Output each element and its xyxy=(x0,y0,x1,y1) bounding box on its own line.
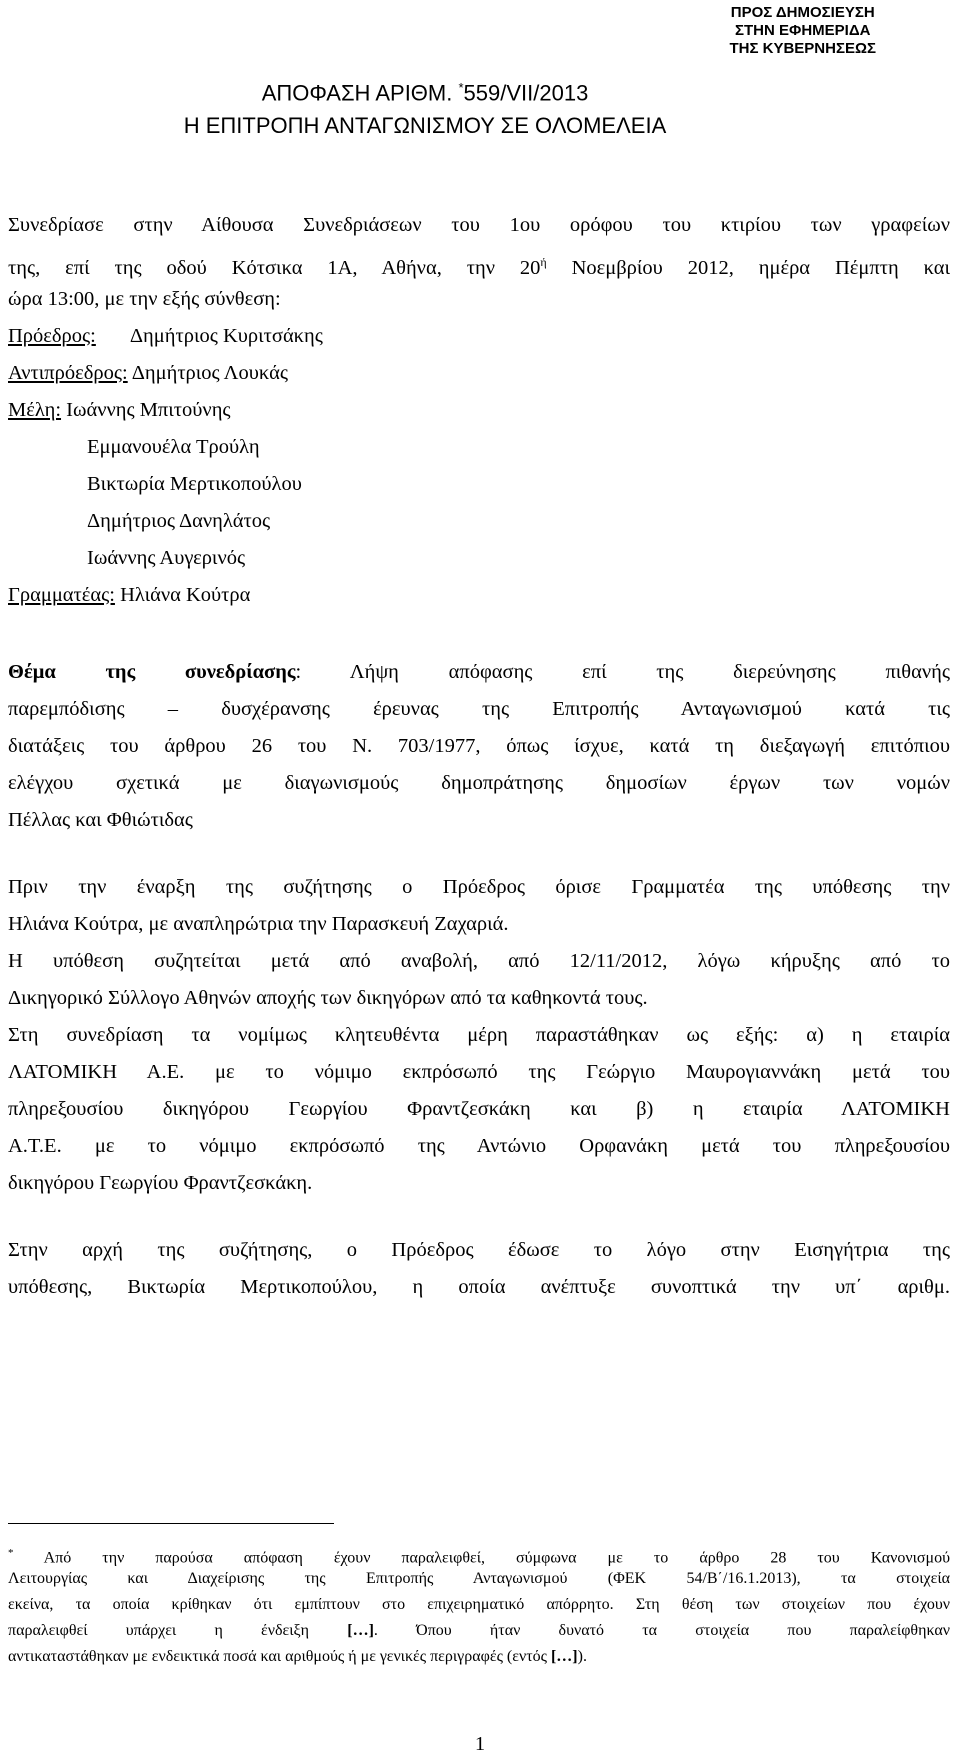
vice-label: Αντιπρόεδρος: xyxy=(8,362,128,384)
publication-stamp xyxy=(729,4,876,58)
intro-text: της, επί της οδού Κότσικα 1Α, Αθήνα, την 20 xyxy=(8,256,541,279)
subject-line: ελέγχου σχετικά με διαγωνισμούς δημοπράτησης δημοσίων έργων των νομών xyxy=(8,772,950,794)
footnote-line xyxy=(8,1644,950,1670)
vice-president-row xyxy=(8,355,288,392)
session-intro-line: Συνεδρίασε στην Αίθουσα Συνεδριάσεων του 1ου ορόφου του κτιρίου των γραφείων xyxy=(8,214,950,236)
president-label: Πρόεδρος: xyxy=(8,325,96,347)
vice-name: Δημήτριος Λουκάς xyxy=(131,362,288,384)
decision-number-value: 559/VII/2013 xyxy=(463,80,589,106)
member-name: Βικτωρία Μερτικοπούλου xyxy=(87,473,302,495)
footnote-separator xyxy=(8,1523,334,1524)
paragraph-line: Α.Τ.Ε. με το νόμιμο εκπρόσωπό της Αντώνιο Ορφανάκη μετά του πληρεξουσίου xyxy=(8,1135,950,1157)
subject-line xyxy=(8,654,950,691)
footnote-text: αντικαταστάθηκαν με ενδεικτικά ποσά και αριθμούς ή με γενικές περιγραφές (εντός xyxy=(8,1648,551,1665)
member-name: Εμμανουέλα Τρούλη xyxy=(87,436,260,458)
member-name: Ιωάννης Μπιτούνης xyxy=(66,399,231,421)
session-intro-line: ώρα 13:00, με την εξής σύνθεση: xyxy=(8,288,281,310)
subject-label: Θέμα της συνεδρίασης xyxy=(8,661,296,683)
paragraph-line: Στην αρχή της συζήτησης, ο Πρόεδρος έδωσε το λόγο στην Εισηγήτρια της xyxy=(8,1239,950,1261)
omission-marker: […] xyxy=(550,1648,578,1665)
member-name: Δημήτριος Δανηλάτος xyxy=(87,510,271,532)
subject-line: Πέλλας και Φθιώτιδας xyxy=(8,809,193,831)
subject-text: : Λήψη απόφασης επί της διερεύνησης πιθανής xyxy=(295,661,950,683)
secretary-name: Ηλιάνα Κούτρα xyxy=(120,584,251,606)
decision-number xyxy=(0,80,905,106)
secretary-row xyxy=(8,577,250,614)
footnote-mark: * xyxy=(8,1547,14,1559)
footnote-text: ). xyxy=(577,1648,587,1665)
footnote-text: . Όπου ήταν δυνατό τα στοιχεία που παραλείφθηκαν xyxy=(373,1622,950,1639)
paragraph-line: Στη συνεδρίαση τα νομίμως κλητευθέντα μέρη παραστάθηκαν ως εξής: α) η εταιρία xyxy=(8,1024,950,1046)
intro-text: Νοεμβρίου 2012, ημέρα Πέμπτη και xyxy=(546,256,950,279)
committee-title: Η ΕΠΙΤΡΟΠΗ ΑΝΤΑΓΩΝΙΣΜΟΥ ΣΕ ΟΛΟΜΕΛΕΙΑ xyxy=(183,113,667,138)
paragraph-line: Δικηγορικό Σύλλογο Αθηνών αποχής των δικηγόρων από τα καθηκοντά τους. xyxy=(8,987,648,1009)
president-name: Δημήτριος Κυριτσάκης xyxy=(129,325,323,347)
paragraph-line: υπόθεσης, Βικτωρία Μερτικοπούλου, η οποία ανέπτυξε συνοπτικά την υπ΄ αριθμ. xyxy=(8,1276,950,1298)
president-row xyxy=(8,318,323,355)
subject-line: παρεμπόδισης – δυσχέρανσης έρευνας της Επιτροπής Ανταγωνισμού κατά τις xyxy=(8,698,950,720)
paragraph-line: Η υπόθεση συζητείται μετά από αναβολή, από 12/11/2012, λόγω κήρυξης από το xyxy=(8,950,950,972)
footnote-text: παραλειφθεί υπάρχει η ένδειξη xyxy=(8,1622,348,1639)
members-label: Μέλη: xyxy=(8,399,62,421)
secretary-label: Γραμματέας: xyxy=(8,584,115,606)
omission-marker: […] xyxy=(347,1622,374,1639)
footnote-line: Λειτουργίας και Διαχείρισης της Επιτροπής Ανταγωνισμού (ΦΕΚ 54/Β΄/16.1.2013), τα στοιχεία xyxy=(8,1570,950,1587)
paragraph-line: ΛΑΤΟΜΙΚΗ Α.Ε. με το νόμιμο εκπρόσωπό της Γεώργιο Μαυρογιαννάκη μετά του xyxy=(8,1061,950,1083)
subject-line: διατάξεις του άρθρου 26 του Ν. 703/1977, όπως ίσχυε, κατά τη διεξαγωγή επιτόπιου xyxy=(8,735,950,757)
members-row xyxy=(8,392,231,429)
footnote-line xyxy=(8,1618,950,1644)
footnote-mark: * xyxy=(458,80,464,95)
member-name: Ιωάννης Αυγερινός xyxy=(87,547,246,569)
decision-prefix: ΑΠΟΦΑΣΗ ΑΡΙΘΜ. xyxy=(261,80,459,106)
footnote-line: εκείνα, τα οποία κρίθηκαν ότι εμπίπτουν στο επιχειρηματικό απόρρητο. Στη θέση των στοιχείων που έχουν xyxy=(8,1596,950,1613)
paragraph-line: Ηλιάνα Κούτρα, με αναπληρώτρια την Παρασκευή Ζαχαριά. xyxy=(8,913,509,935)
footnote-text: Από την παρούσα απόφαση έχουν παραλειφθεί, σύμφωνα με το άρθρο 28 του Κανονισμού xyxy=(13,1549,950,1567)
intro-sup: ή xyxy=(540,255,547,269)
page-number: 1 xyxy=(474,1733,486,1755)
stamp-line: ΠΡΟΣ ΔΗΜΟΣΙΕΥΣΗ xyxy=(730,4,875,21)
paragraph-line: πληρεξουσίου δικηγόρου Γεωργίου Φραντζεσκάκη και β) η εταιρία ΛΑΤΟΜΙΚΗ xyxy=(8,1098,950,1120)
paragraph-line: δικηγόρου Γεωργίου Φραντζεσκάκη. xyxy=(8,1172,313,1194)
stamp-line: ΣΤΗΝ ΕΦΗΜΕΡΙΔΑ xyxy=(735,22,871,39)
stamp-line: ΤΗΣ ΚΥΒΕΡΝΗΣΕΩΣ xyxy=(729,40,876,57)
paragraph-line: Πριν την έναρξη της συζήτησης ο Πρόεδρος όρισε Γραμματέα της υπόθεσης την xyxy=(8,876,950,898)
